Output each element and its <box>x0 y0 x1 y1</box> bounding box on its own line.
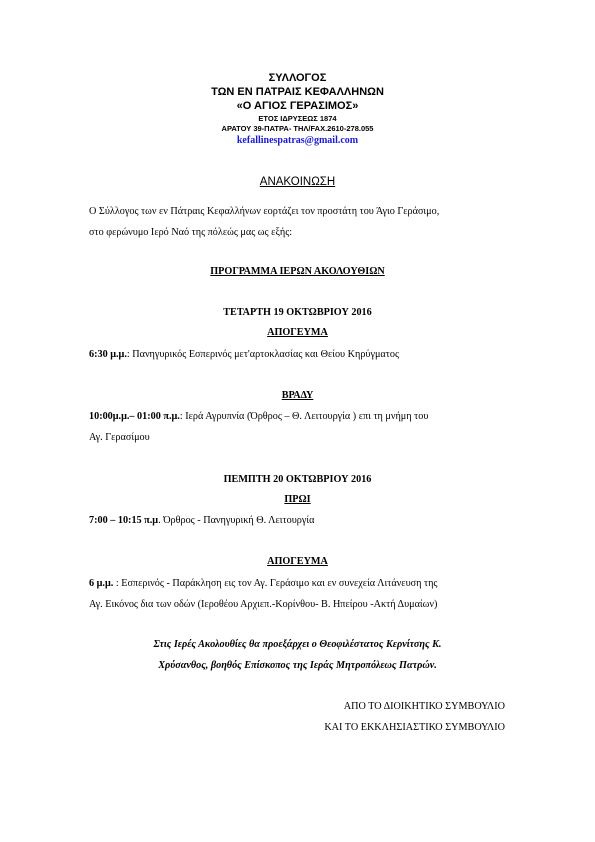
intro-line-1: Ο Σύλλογος των εν Πάτραις Κεφαλλήνων εορτάζει τον προστάτη του Άγιο Γεράσιμο, <box>89 206 440 217</box>
intro-line-2: στο φερώνυμο Ιερό Ναό της πόλεώς μας ως εξής: <box>89 227 293 238</box>
day1-night-text: : Ιερά Αγρυπνία (Όρθρος – Θ. Λειτουργία ) επι τη μνήμη του <box>179 411 429 422</box>
day1-night-entry <box>89 411 505 422</box>
day1-night-label: ΒΡΑΔΥ <box>281 390 314 401</box>
day1-afternoon-entry <box>89 349 505 360</box>
association-subtitle: ΤΩΝ ΕΝ ΠΑΤΡΑΙΣ ΚΕΦΑΛΛΗΝΩΝ <box>211 86 384 98</box>
announcement-title: ΑΝΑΚΟΙΝΩΣΗ <box>259 176 336 188</box>
contact-email: kefallinespatras@gmail.com <box>236 135 359 146</box>
day2-morning-time: 7:00 – 10:15 π.μ <box>89 515 159 526</box>
day2-afternoon-entry <box>89 578 505 589</box>
day2-morning-label: ΠΡΩΙ <box>284 494 311 505</box>
notice-line-2: Χρύσανθος, βοηθός Επίσκοπος της Ιεράς Μητροπόλεως Πατρών. <box>158 660 437 671</box>
day1-afternoon-time: 6:30 μ.μ. <box>89 349 127 360</box>
day1-date: ΤΕΤΑΡΤΗ 19 ΟΚΤΩΒΡΙΟΥ 2016 <box>223 307 372 318</box>
founded-year: ΕΤΟΣ ΙΔΡΥΣΕΩΣ 1874 <box>258 114 337 123</box>
association-saint: «Ο ΑΓΙΟΣ ΓΕΡΑΣΙΜΟΣ» <box>236 100 359 112</box>
day2-afternoon-label: ΑΠΟΓΕΥΜΑ <box>267 556 328 567</box>
signature-line-2: ΚΑΙ ΤΟ ΕΚΚΛΗΣΙΑΣΤΙΚΟ ΣΥΜΒΟΥΛΙΟ <box>324 722 505 733</box>
day1-night-time: 10:00μ.μ.– 01:00 π.μ. <box>89 411 180 422</box>
signature-line-1: ΑΠΟ ΤΟ ΔΙΟΙΚΗΤΙΚΟ ΣΥΜΒΟΥΛΙΟ <box>343 701 505 712</box>
association-name: ΣΥΛΛΟΓΟΣ <box>268 72 327 84</box>
day2-afternoon-text: : Εσπερινός - Παράκληση εις τον Αγ. Γεράσιμο και εν συνεχεία Λιτάνευση της <box>113 578 438 589</box>
day2-afternoon-text-2: Αγ. Εικόνος δια των οδών (Ιεροθέου Αρχιεπ.-Κορίνθου- Β. Ηπείρου -Ακτή Δυμαίων) <box>89 599 438 610</box>
day1-afternoon-text: : Πανηγυρικός Εσπερινός μετ'αρτοκλασίας και Θείου Κηρύγματος <box>126 349 399 360</box>
day2-morning-text: . Όρθρος - Πανηγυρική Θ. Λειτουργία <box>158 515 315 526</box>
contact-address: ΑΡΑΤΟΥ 39-ΠΑΤΡΑ- ΤΗΛ/FAX.2610-278.055 <box>221 124 374 133</box>
program-title: ΠΡΟΓΡΑΜΜΑ ΙΕΡΩΝ ΑΚΟΛΟΥΘΙΩΝ <box>210 266 385 277</box>
day2-date: ΠΕΜΠΤΗ 20 ΟΚΤΩΒΡΙΟΥ 2016 <box>223 474 372 485</box>
day1-afternoon-label: ΑΠΟΓΕΥΜΑ <box>267 327 328 338</box>
day2-morning-entry <box>89 515 505 526</box>
day1-night-text-2: Αγ. Γερασίμου <box>89 432 150 443</box>
notice-line-1: Στις Ιερές Ακολουθίες θα προεξάρχει ο Θεοφιλέστατος Κερνίτσης Κ. <box>153 639 442 650</box>
day2-afternoon-time: 6 μ.μ. <box>89 578 114 589</box>
